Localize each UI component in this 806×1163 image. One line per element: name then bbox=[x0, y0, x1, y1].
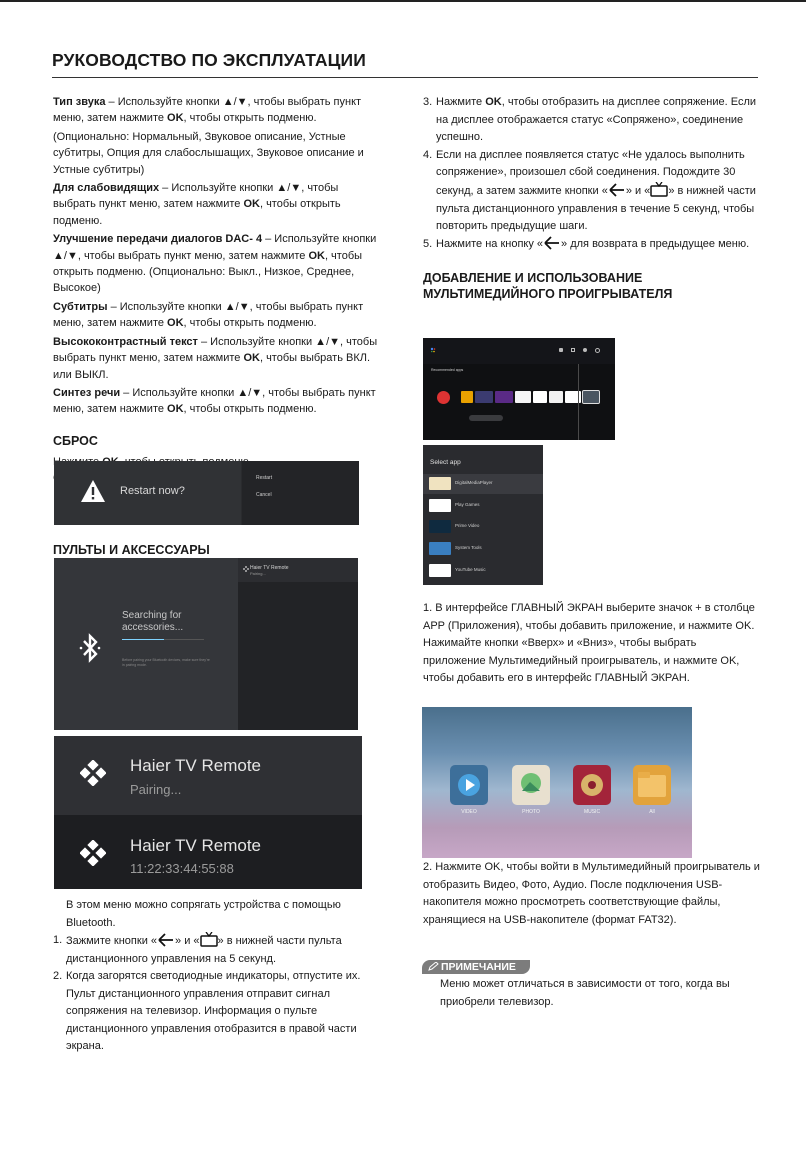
bt-hint-text: Before pairing your Bluetooth devices, make sure they're in pairing mode. bbox=[122, 658, 210, 667]
input-icon[interactable] bbox=[559, 348, 563, 352]
back-arrow-icon bbox=[543, 236, 561, 250]
apps-grid-icon[interactable] bbox=[437, 391, 450, 404]
restart-screenshot bbox=[54, 461, 359, 525]
notification-icon[interactable] bbox=[571, 348, 575, 352]
warning-icon bbox=[80, 479, 106, 503]
left-column bbox=[53, 94, 378, 487]
app-tile[interactable] bbox=[495, 391, 513, 403]
music-label: MUSIC bbox=[583, 809, 601, 815]
prime-video-app-icon bbox=[429, 520, 451, 533]
photo-label: PHOTO bbox=[522, 809, 540, 815]
paired-remote-name: Haier TV Remote bbox=[130, 836, 262, 855]
setting-item: Для слабовидящих – Используйте кнопки ▲/▼, чтобы выбрать пункт меню, затем нажмите OK, чтобы открыть подменю. bbox=[53, 182, 341, 227]
setting-item: Синтез речи – Используйте кнопки ▲/▼, чтобы выбрать пункт меню, затем нажмите OK, чтобы открыть подменю. bbox=[53, 386, 376, 416]
back-arrow-icon bbox=[608, 183, 626, 197]
cancel-option[interactable]: Cancel bbox=[256, 492, 272, 498]
tv-icon bbox=[200, 932, 218, 947]
bt-side-remote-name: Haier TV Remote bbox=[250, 565, 289, 571]
media-player-step-2: 2. Нажмите OK, чтобы войти в Мультимедийный проигрыватель и отобразить Видео, Фото, Аудио. После подключения USB-накопителя можно просмотреть соответствующие файлы, хранящиеся на USB-накопителе (формат FAT32). bbox=[423, 861, 760, 926]
pairing-remote-name: Haier TV Remote bbox=[130, 756, 262, 775]
settings-list bbox=[53, 94, 378, 418]
app-tile[interactable] bbox=[549, 391, 563, 403]
video-icon[interactable] bbox=[450, 765, 488, 805]
pencil-icon bbox=[428, 962, 439, 971]
media-player-step-1: 1. В интерфейсе ГЛАВНЫЙ ЭКРАН выберите значок + в столбце APP (Приложения), чтобы добавить приложение, и нажмите OK. Нажимайте кнопки «Вверх» и «Вниз», чтобы выбрать приложение Мультимедийный проигрыватель, и нажмите OK, чтобы добавить его в интерфейс ГЛАВНЫЙ ЭКРАН. bbox=[423, 602, 755, 685]
app-tile[interactable] bbox=[533, 391, 547, 403]
setting-item: Тип звука – Используйте кнопки ▲/▼, чтобы выбрать пункт меню, затем нажмите OK, чтобы открыть подменю. bbox=[53, 96, 362, 125]
restart-options-pane bbox=[242, 461, 359, 525]
youtube-music-app-icon bbox=[429, 564, 451, 577]
bt-searching-text: Searching for accessories... bbox=[122, 610, 184, 633]
setting-item: (Опционально: Нормальный, Звуковое описание, Устные субтитры, Опция для слабослышащих, Звуковое описание и Устные субтитры) bbox=[53, 130, 364, 176]
bluetooth-instructions bbox=[53, 897, 383, 1056]
bt-side-remote-status: Pairing... bbox=[250, 571, 266, 576]
pairing-steps bbox=[423, 94, 761, 253]
page-title: РУКОВОДСТВО ПО ЭКСПЛУАТАЦИИ bbox=[52, 50, 366, 70]
back-arrow-icon bbox=[157, 933, 175, 947]
system-tools-app-icon bbox=[429, 542, 451, 555]
bt-progress-bar bbox=[122, 639, 204, 640]
bt-step-1: 1. Зажмите кнопки « » и « » в нижней части пульта дистанционного управления на 5 секунд. bbox=[53, 934, 342, 965]
music-icon[interactable] bbox=[573, 765, 611, 805]
tv-icon bbox=[650, 182, 668, 197]
pairing-remote-status: Pairing... bbox=[130, 782, 182, 797]
media-player-screenshot bbox=[422, 707, 692, 858]
pair-step-3: 3. Нажмите OK, чтобы отобразить на дисплее сопряжение. Если на дисплее отображается статус «Сопряжено», соединение успешно. bbox=[423, 96, 757, 144]
customize-button[interactable] bbox=[469, 415, 503, 421]
remote-icon bbox=[80, 760, 106, 786]
bt-intro: В этом меню можно сопрягать устройства с помощью Bluetooth. bbox=[66, 899, 341, 929]
paired-remote-mac: 11:22:33:44:55:88 bbox=[130, 861, 234, 876]
pair-step-4: 4. Если на дисплее появляется статус «Не удалось выполнить сопряжение», произошел сбой соединения. Подождите 30 секунд, а затем зажмите кнопки « » и « » в нижней части пульта дистанционного управления в течение 5 секунд, чтобы повторить предыдущие шаги. bbox=[423, 148, 756, 233]
bt-side-pane bbox=[238, 558, 358, 730]
select-app-item[interactable]: System Tools bbox=[423, 539, 543, 559]
video-label: VIDEO bbox=[461, 809, 477, 815]
setting-item: Улучшение передачи диалогов DAC- 4 – Используйте кнопки ▲/▼, чтобы выбрать пункт меню, затем нажмите OK, чтобы открыть подменю. (Опционально: Выкл., Низкое, Среднее, Высокое) bbox=[53, 233, 377, 295]
media-player-app-icon bbox=[429, 477, 451, 490]
remote-icon bbox=[80, 840, 106, 866]
reset-heading: СБРОС bbox=[53, 433, 98, 448]
all-folder-icon[interactable] bbox=[633, 765, 671, 805]
app-tile[interactable] bbox=[461, 391, 473, 403]
profile-icon[interactable] bbox=[595, 348, 600, 353]
select-app-title: Select app bbox=[430, 459, 461, 466]
app-tile-selected[interactable] bbox=[583, 391, 599, 403]
note-text: Меню может отличаться в зависимости от того, когда вы приобрели телевизор. bbox=[440, 978, 730, 1008]
select-app-item[interactable]: Prime Video bbox=[423, 517, 543, 537]
paired-row[interactable] bbox=[54, 815, 362, 889]
home-screen-screenshot bbox=[423, 338, 615, 440]
pair-step-5: 5. Нажмите на кнопку « » для возврата в предыдущее меню. bbox=[423, 237, 750, 250]
setting-item: Субтитры – Используйте кнопки ▲/▼, чтобы выбрать пункт меню, затем нажмите OK, чтобы открыть подменю. bbox=[53, 300, 364, 330]
settings-icon[interactable] bbox=[583, 348, 587, 352]
photo-icon[interactable] bbox=[512, 765, 550, 805]
bluetooth-icon bbox=[79, 632, 101, 664]
restart-question: Restart now? bbox=[120, 485, 185, 497]
bt-step-2: 2. Когда загорятся светодиодные индикаторы, отпустите их. Пульт дистанционного управления отправит сигнал сопряжения на телевизор. Информация о пульте дистанционного управления отобразится в правой части экрана. bbox=[53, 970, 361, 1052]
remote-icon bbox=[243, 566, 249, 572]
title-rule bbox=[52, 77, 758, 78]
app-tile[interactable] bbox=[475, 391, 493, 403]
bt-steps bbox=[53, 932, 383, 1056]
pairing-screenshot bbox=[54, 736, 362, 889]
play-games-app-icon bbox=[429, 499, 451, 512]
select-app-item[interactable]: DigitalMediaPlayer bbox=[423, 474, 543, 494]
select-app-screenshot bbox=[423, 445, 543, 585]
pairing-row[interactable] bbox=[54, 736, 362, 815]
setting-item: Высококонтрастный текст – Используйте кнопки ▲/▼, чтобы выбрать пункт меню, затем нажмите OK, чтобы выбрать ВКЛ. или ВЫКЛ. bbox=[53, 335, 378, 381]
select-app-item[interactable]: YouTube Music bbox=[423, 561, 543, 581]
note-tag: ПРИМЕЧАНИЕ bbox=[422, 957, 530, 975]
google-assistant-icon bbox=[430, 347, 436, 353]
home-row-label: Recommended apps bbox=[431, 368, 464, 372]
right-column bbox=[423, 94, 761, 302]
app-tile[interactable] bbox=[515, 391, 531, 403]
media-player-heading: ДОБАВЛЕНИЕ И ИСПОЛЬЗОВАНИЕ МУЛЬТИМЕДИЙНОГО ПРОИГРЫВАТЕЛЯ bbox=[423, 271, 673, 302]
bluetooth-search-screenshot bbox=[54, 558, 358, 730]
all-label: All bbox=[649, 809, 655, 815]
select-app-item[interactable]: Play Games bbox=[423, 496, 543, 516]
remotes-heading: ПУЛЬТЫ И АКСЕССУАРЫ bbox=[53, 543, 210, 557]
divider bbox=[578, 364, 579, 440]
restart-option[interactable]: Restart bbox=[256, 475, 273, 481]
top-rule bbox=[0, 0, 806, 2]
